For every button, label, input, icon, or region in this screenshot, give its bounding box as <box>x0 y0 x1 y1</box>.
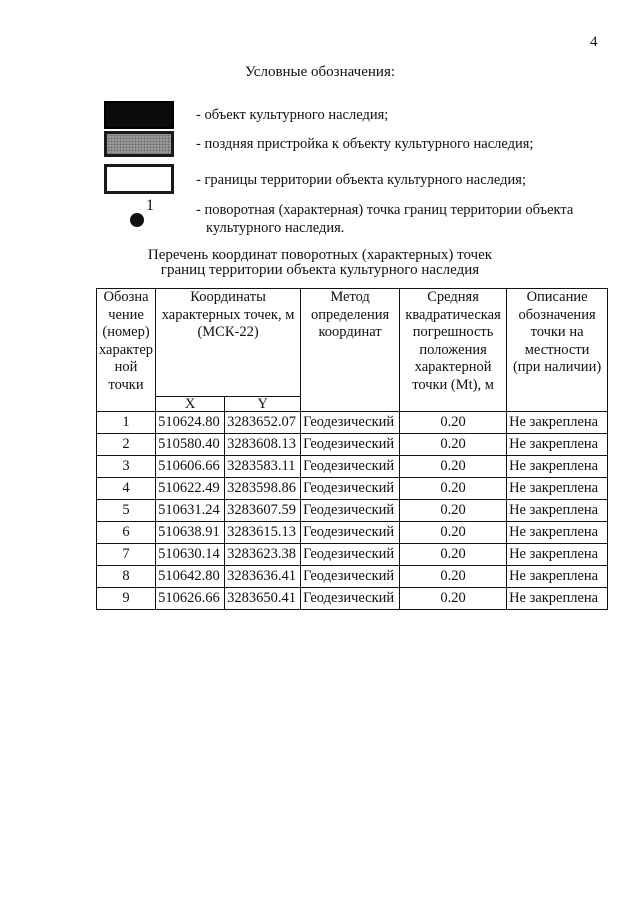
legend-label: - границы территории объекта культурного наследия; <box>196 172 526 188</box>
legend-item-late-extension <box>104 131 533 157</box>
legend-title: Условные обозначения: <box>244 64 396 80</box>
description-cell: Не закреплена <box>507 544 608 566</box>
table-row <box>97 478 608 500</box>
method-cell: Геодезический <box>301 456 400 478</box>
legend-label: - поздняя пристройка к объекту культурного наследия; <box>196 136 534 152</box>
y-coordinate-cell: 3283607.59 <box>225 500 301 522</box>
description-cell: Не закреплена <box>507 500 608 522</box>
territory-boundary-swatch <box>104 164 174 194</box>
error-cell: 0.20 <box>400 434 507 456</box>
point-number-cell: 4 <box>97 478 156 500</box>
point-number-cell: 9 <box>97 588 156 610</box>
point-number-cell: 5 <box>97 500 156 522</box>
table-row <box>97 566 608 588</box>
header-method: Метод определения координат <box>301 289 400 412</box>
point-number-cell: 1 <box>97 412 156 434</box>
legend-label: - объект культурного наследия; <box>196 107 389 123</box>
point-number-cell: 6 <box>97 522 156 544</box>
header-point-number: Обозна чение (номер) характер ной точки <box>97 289 156 412</box>
error-cell: 0.20 <box>400 522 507 544</box>
heritage-object-swatch <box>104 101 174 129</box>
method-cell: Геодезический <box>301 500 400 522</box>
table-row <box>97 434 608 456</box>
legend-label-line2: культурного наследия. <box>206 220 345 236</box>
point-number-cell: 7 <box>97 544 156 566</box>
list-title-line1: Перечень координат поворотных (характерных) точек <box>147 247 493 263</box>
method-cell: Геодезический <box>301 588 400 610</box>
description-cell: Не закреплена <box>507 522 608 544</box>
table-row <box>97 544 608 566</box>
error-cell: 0.20 <box>400 588 507 610</box>
point-dot-icon <box>130 213 144 227</box>
error-cell: 0.20 <box>400 500 507 522</box>
description-cell: Не закреплена <box>507 434 608 456</box>
x-coordinate-cell: 510642.80 <box>156 566 225 588</box>
y-coordinate-cell: 3283608.13 <box>225 434 301 456</box>
description-cell: Не закреплена <box>507 412 608 434</box>
y-coordinate-cell: 3283650.41 <box>225 588 301 610</box>
description-cell: Не закреплена <box>507 566 608 588</box>
x-coordinate-cell: 510631.24 <box>156 500 225 522</box>
x-coordinate-cell: 510630.14 <box>156 544 225 566</box>
y-coordinate-cell: 3283623.38 <box>225 544 301 566</box>
method-cell: Геодезический <box>301 434 400 456</box>
x-coordinate-cell: 510626.66 <box>156 588 225 610</box>
header-description: Описание обозначения точки на местности (при наличии) <box>507 289 608 412</box>
y-coordinate-cell: 3283583.11 <box>225 456 301 478</box>
x-coordinate-cell: 510622.49 <box>156 478 225 500</box>
x-coordinate-cell: 510606.66 <box>156 456 225 478</box>
description-cell: Не закреплена <box>507 456 608 478</box>
method-cell: Геодезический <box>301 566 400 588</box>
table-body <box>97 412 608 610</box>
error-cell: 0.20 <box>400 478 507 500</box>
y-coordinate-cell: 3283598.86 <box>225 478 301 500</box>
legend-label <box>196 201 573 237</box>
table-row <box>97 456 608 478</box>
legend-label-line1: - поворотная (характерная) точка границ территории объекта <box>196 202 574 218</box>
list-title-line2: границ территории объекта культурного наследия <box>160 262 480 278</box>
coordinates-table <box>96 288 608 610</box>
description-cell: Не закреплена <box>507 588 608 610</box>
legend-item-territory-boundary <box>104 164 526 194</box>
table-row <box>97 412 608 434</box>
table-row <box>97 500 608 522</box>
x-coordinate-cell: 510638.91 <box>156 522 225 544</box>
y-coordinate-cell: 3283652.07 <box>225 412 301 434</box>
point-number-cell: 2 <box>97 434 156 456</box>
method-cell: Геодезический <box>301 478 400 500</box>
turning-point-marker <box>104 197 174 231</box>
description-cell: Не закреплена <box>507 478 608 500</box>
error-cell: 0.20 <box>400 456 507 478</box>
legend-item-heritage-object <box>104 101 388 129</box>
header-coordinates: Координаты характерных точек, м (МСК-22) <box>156 289 301 397</box>
method-cell: Геодезический <box>301 522 400 544</box>
x-coordinate-cell: 510580.40 <box>156 434 225 456</box>
list-title <box>0 248 640 278</box>
error-cell: 0.20 <box>400 566 507 588</box>
table-row <box>97 588 608 610</box>
point-marker-number: 1 <box>146 197 154 214</box>
x-coordinate-cell: 510624.80 <box>156 412 225 434</box>
table-row <box>97 522 608 544</box>
y-coordinate-cell: 3283636.41 <box>225 566 301 588</box>
method-cell: Геодезический <box>301 544 400 566</box>
legend-item-turning-point <box>104 197 574 237</box>
header-x: X <box>156 397 225 412</box>
error-cell: 0.20 <box>400 544 507 566</box>
page-number: 4 <box>590 34 598 50</box>
y-coordinate-cell: 3283615.13 <box>225 522 301 544</box>
late-extension-swatch <box>104 131 174 157</box>
header-error: Средняя квадратическая погрешность положения характерной точки (Mt), м <box>400 289 507 412</box>
error-cell: 0.20 <box>400 412 507 434</box>
point-number-cell: 3 <box>97 456 156 478</box>
method-cell: Геодезический <box>301 412 400 434</box>
point-number-cell: 8 <box>97 566 156 588</box>
header-y: Y <box>225 397 301 412</box>
